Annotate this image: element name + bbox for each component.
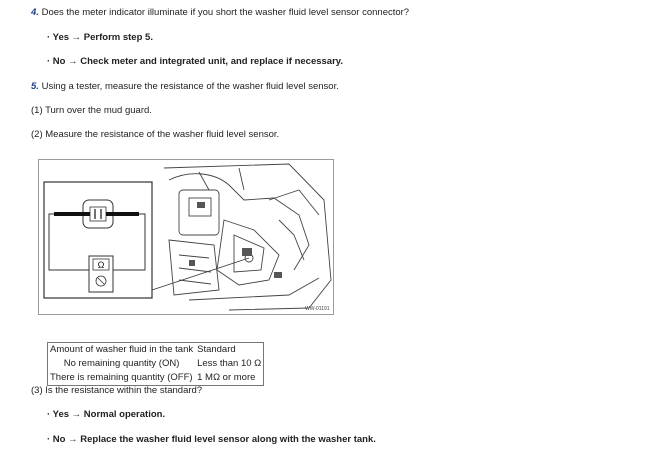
step5-line xyxy=(31,81,339,93)
table-header-cell: Standard xyxy=(195,343,264,358)
step5-sub2: (2) Measure the resistance of the washer fluid level sensor. xyxy=(31,129,280,140)
step5-yes: · Yes → Normal operation. xyxy=(47,409,166,420)
table-cell: There is remaining quantity (OFF) xyxy=(48,371,196,386)
sensor-diagram-drawing xyxy=(39,160,333,314)
step4-number: 4. xyxy=(31,7,39,18)
table-row xyxy=(48,357,264,371)
table-cell: No remaining quantity (ON) xyxy=(48,357,196,371)
step5-text: Using a tester, measure the resistance of the washer fluid level sensor. xyxy=(41,81,339,92)
figure-code: WW-01191 xyxy=(305,306,330,312)
ohm-symbol: Ω xyxy=(97,260,105,270)
step5-number: 5. xyxy=(31,81,39,92)
table-row xyxy=(48,371,264,386)
step4-question: Does the meter indicator illuminate if you short the washer fluid level sensor connector? xyxy=(41,7,410,18)
step5-sub1: (1) Turn over the mud guard. xyxy=(31,105,152,116)
step4-line xyxy=(31,7,409,19)
table-header-cell: Amount of washer fluid in the tank xyxy=(48,343,196,358)
step4-no: · No → Check meter and integrated unit, and replace if necessary. xyxy=(47,56,343,67)
step4-yes: · Yes → Perform step 5. xyxy=(47,32,153,43)
sensor-diagram xyxy=(38,159,334,315)
table-cell: Less than 10 Ω xyxy=(195,357,264,371)
table-header-row xyxy=(48,343,264,358)
resistance-spec-table xyxy=(47,342,264,386)
step5-sub3: (3) Is the resistance within the standard? xyxy=(31,385,203,396)
step5-no: · No → Replace the washer fluid level sensor along with the washer tank. xyxy=(47,434,376,445)
table-cell: 1 MΩ or more xyxy=(195,371,264,386)
